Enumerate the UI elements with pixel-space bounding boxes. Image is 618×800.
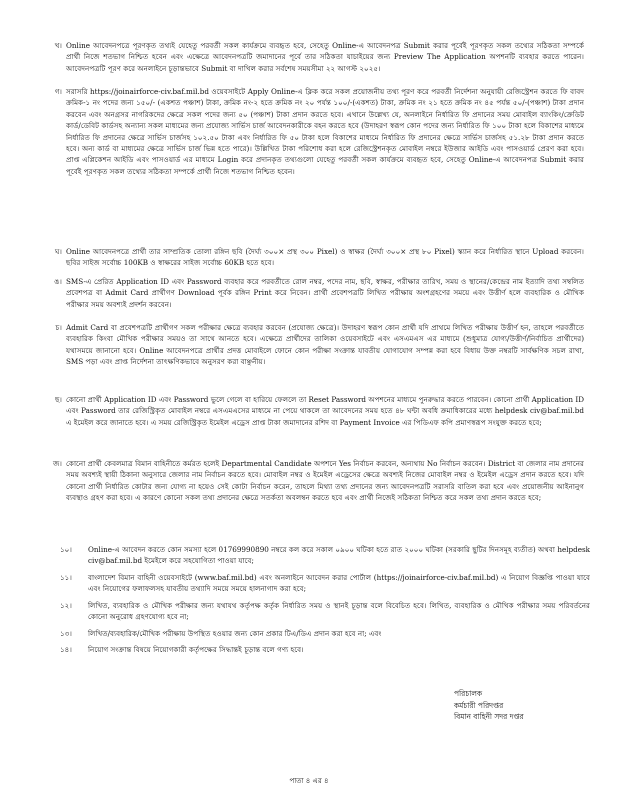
item-text: নিয়োগ সংক্রান্ত বিষয়ে নিয়োগকারী কর্তৃপক্ষের সিদ্ধান্তই চূড়ান্ত বলে গণ্য হবে। (88, 645, 304, 654)
clause-text: কোনো প্রার্থী কেবলমাত্র বিমান বাহিনীতে কর্মরত হলেই Departmental Candidate অপশনে Yes নির্বাচন করবেন, অন্যথায় No নির্বাচন করবেন। District বা জেলার নাম প্রদানের সময় অবশ্যই স্থায়ী ঠিকানা অনুসারে জেলার নাম নির্বাচন করতে হবে। মোবাইল নম্বর ও ইমেইল এড্রেসের ক্ষেত্রে অবশ্যই নিজের মোবাইল নম্বর ও ইমেইল এড্রেস প্রদান করতে হবে। যদি কোনো প্রার্থী নির্ধারিত কোটার জন্য যোগ্য না হয়েও সেই কোটা নির্বাচন করেন, তাহলে মিথ্যা তথ্য প্রদানের জন্য আবেদনপত্রটি সরাসরি বাতিল করা হবে এবং প্রয়োজনীয় আইনানুগ ব্যবস্থাও গ্রহণ করা হবে। এ কারণে কোনো সকল তথ্য প্রদানের ক্ষেত্রে সতর্কতা অবলম্বন করতে হবে এবং প্রার্থী নিজেই সঠিকতা নিশ্চিত করে সকল তথ্য প্রদান করতে হবে; (66, 459, 584, 503)
item-text: লিখিত/ব্যবহারিক/মৌখিক পরীক্ষায় উপস্থিত হওয়ার জন্য কোন প্রকার টিএ/ডিএ প্রদান করা হবে না; এবং (88, 629, 382, 638)
signature-block (454, 688, 524, 723)
item-number: ১৩। (60, 629, 72, 638)
signatory-title: পরিচালক (454, 689, 483, 698)
item-number: ১১। (60, 573, 72, 582)
clause-text: Online আবেদনপত্রে পূরণকৃত তথ্যই যেহেতু পরবর্তী সকল কার্যক্রমে ব্যবহৃত হবে, সেহেতু Online-এ আবেদনপত্র Submit করার পূর্বেই পূরণকৃত সকল তথ্যের সঠিকতা সম্পর্কে প্রার্থী নিজে শতভাগ নিশ্চিত হবেন এবং এক্ষেত্রে আবেদনপত্রটি জমাদানের পূর্বে তার সঠিকতা যাচাইয়ের জন্য Preview The Application অপশনটি ব্যবহার করতে পারেন। আবেদনপত্রটি পূরণ করে অনলাইনে চূড়ান্তভাবে Submit বা দাখিল করার সর্বশেষ সময়সীমা ২২ আগস্ট ২০২৫। (66, 41, 584, 73)
item-number: ১২। (60, 601, 72, 610)
item-number: ১০। (60, 545, 72, 554)
clause-text: কোনো প্রার্থী Application ID এবং Password ভুলে গেলে বা হারিয়ে ফেললে তা Reset Password অপশনের মাধ্যমে পুনরুদ্ধার করতে পারবেন। কোনো প্রার্থী Application ID এবং Password তার রেজিস্ট্রিকৃত মোবাইল নম্বরে এসএমএসের মাধ্যমে না পেয়ে থাকলে তা আবেদনের সময় হতে ৪৮ ঘন্টা অবধি ক্রমাধিকারের মধ্যে helpdesk civ@baf.mil.bd এ ইমেইল করে জানাতে হবে। এ সময় রেজিস্ট্রিকৃত ইমেইল এড্রেস প্রাপ্ত টাকা জমাদানের রশিদ বা Payment Invoice এর পিডিএফ কপি প্রমাণস্বরূপ সংযুক্ত করতে হবে; (66, 395, 584, 427)
clause-kha (54, 40, 584, 74)
clause-ga (54, 86, 584, 177)
item-text: বাংলাদেশ বিমান বাহিনী ওয়েবসাইটে (www.baf.mil.bd) এবং অনলাইনে আবেদন করার পোর্টাল (https://joinairforce-civ.baf.mil.bd) এ নিয়োগ বিজ্ঞপ্তি পাওয়া যাবে এবং নিয়োগের ফলাফলসহ যাবতীয় তথ্যাদি সময়ে সময়ে হালনাগাদ করা হবে; (88, 573, 590, 594)
signatory-office: বিমান বাহিনী সদর দপ্তর (454, 712, 524, 722)
clause-text: SMS-এ প্রেরিত Application ID এবং Password ব্যবহার করে পরবর্তীতে রোল নম্বর, পদের নাম, ছবি, স্বাক্ষর, পরীক্ষার তারিখ, সময় ও স্থানের/কেন্দ্রের নাম ইত্যাদি তথ্য সম্বলিত প্রবেশপত্র বা Admit Card প্রার্থীগণ Download পূর্বক রঙ্গিন Print করে নিবেন। প্রার্থী প্রবেশপত্রটি লিখিত পরীক্ষায় অংশগ্রহণের সময়ে এবং উত্তীর্ণ হলে ব্যবহারিক ও মৌখিক পরীক্ষার সময় অবশ্যই প্রদর্শন করবেন। (66, 277, 584, 309)
signatory-directorate: কর্মচারী পরিদপ্তর (454, 700, 504, 710)
clause-label: ঘ। (54, 247, 62, 256)
clause-label: জ। (52, 459, 62, 468)
item-number: ১৪। (60, 645, 72, 654)
clause-chha (55, 394, 584, 428)
clause-text: Online আবেদনপত্রে প্রার্থী তার সাম্প্রতিক তোলা রঙ্গিন ছবি (দৈর্ঘ্য ৩০০× প্রস্থ ৩০০ Pixel) ও স্বাক্ষর (দৈর্ঘ্য ৩০০× প্রস্থ ৮০ Pixel) স্ক্যান করে নির্ধারিত স্থানে Upload করবেন। ছবির সাইজ সর্বোচ্চ 100KB ও স্বাক্ষরের সাইজ সর্বোচ্চ 60KB হতে হবে। (66, 247, 584, 268)
clause-label: ঙ। (54, 277, 62, 286)
clause-label: গ। (54, 87, 62, 96)
numbered-item-11 (60, 572, 590, 595)
numbered-item-10 (60, 544, 590, 567)
clause-text: সরাসরি https://joinairforce-civ.baf.mil.bd ওয়েবসাইটে Apply Online-এ ক্লিক করে সকল প্রয়োজনীয় তথ্য পূরণ করে পরবর্তী নির্দেশনা অনুযায়ী রেজিস্ট্রেশন করতে ফি বাবদ ক্রমিক-১ নং পদের জন্য ১৫০/- (একশত পঞ্চাশ) টাকা, ক্রমিক নং-২ হতে ক্রমিক নং ২০ পর্যন্ত ১০০/-(একশত) টাকা, ক্রমিক নং ২১ হতে ক্রমিক নং ৪৫ পর্যন্ত ৫০/-(পঞ্চাশ) টাকা প্রদান করবেন এবং অনগ্রসর নাগরিকদের ক্ষেত্রে সকল পদের জন্য ৫০ (পঞ্চাশ) টাকা প্রদান করতে হবে। এখানে উল্লেখ্য যে, অনলাইনে নির্ধারিত ফি প্রদানের সময় মোবাইল ব্যাংকিং/ক্রেডিট কার্ড/ডেবিট কার্ডসহ অন্যান্য সকল মাধ্যমের জন্য প্রযোজ্য সার্ভিস চার্জ আবেদনকারীকে বহন করতে হবে (উদাহরণ স্বরূপ কোন পদের জন্য নির্ধারিত ফি ১০০ টাকা হলে বিকাশের মাধ্যমে নির্ধারিত ফি প্রদানের ক্ষেত্রে সার্ভিস চার্জসহ ১০২.৫০ টাকা এবং নির্ধারিত ফি ৫০ টাকা হলে বিকাশের মাধ্যমে নির্ধারিত ফি প্রদানের ক্ষেত্রে সার্ভিস চার্জসহ ৫১.২৮ টাকা প্রদান করতে হবে। অন্য কার্ড বা মাধ্যমের ক্ষেত্রে সার্ভিস চার্জ ভিন্ন হতে পারে)। উল্লিখিত টাকা পরিশোধ করা হলে রেজিস্ট্রেশনকৃত মোবাইল নম্বরে ইউজার আইডি এবং পাসওয়ার্ড প্রেরণ করা হবে। প্রাপ্ত এপ্লিকেশন আইডি এবং পাসওয়ার্ড এর মাধ্যমে Login করে প্রদানকৃত তথ্যগুলো যেহেতু পরবর্তী সকল কার্যক্রমে ব্যবহৃত হবে, সেহেতু Online-এ আবেদনপত্র Submit করার পূর্বেই পূরণকৃত সকল তথ্যের সঠিকতা সম্পর্কে প্রার্থী নিজে শতভাগ নিশ্চিত হবেন। (66, 87, 584, 176)
clause-label: চ। (55, 323, 62, 332)
clause-label: ছ। (55, 395, 62, 404)
item-text: Online-এ আবেদন করতে কোন সমস্যা হলে 01769990890 নম্বরে কল করে সকাল ০৯০০ ঘটিকা হতে রাত ২০০০ ঘটিকা (সরকারি ছুটির দিনসমূহ ব্যতীত) অথবা helpdesk civ@baf.mil.bd ইমেইলে করে সহযোগিতা পাওয়া যাবে; (88, 545, 590, 566)
item-text: লিখিত, ব্যবহারিক ও মৌখিক পরীক্ষার জন্য যথাযথ কর্তৃপক্ষ কর্তৃক নির্ধারিত সময় ও স্থানই চূড়ান্ত বলে বিবেচিত হবে। লিখিত, ব্যবহারিক ও মৌখিক পরীক্ষার সময় পরিবর্তনের কোনো অনুরোধ গ্রহণযোগ্য হবে না; (88, 601, 590, 622)
clause-text: Admit Card বা প্রবেশপত্রটি প্রার্থীগণ সকল পরীক্ষার ক্ষেত্রে ব্যবহার করবেন (প্রযোজ্য ক্ষেত্রে)। উদাহরণ স্বরূপ কোন প্রার্থী যদি প্রাথমে লিখিত পরীক্ষায় উত্তীর্ণ হন, তাহলে পরবর্তীতে ব্যবহারিক কিংবা মৌখিক পরীক্ষার সময়ও তা সাথে আনতে হবে। এক্ষেত্রে প্রার্থীদের তালিকা ওয়েবসাইটে এবং এসএমএস এর মাধ্যমে (শুধুমাত্র যোগ্য/উত্তীর্ণ/নির্বাচিত প্রার্থীদের) যথাসময়ে জানানো হবে। Online আবেদনপত্রে প্রার্থীর প্রদত্ত মোবাইলে ফোনে কোন পরীক্ষা সংক্রান্ত যাবতীয় যোগাযোগ সম্পন্ন করা হবে বিধায় উক্ত নম্বরটি সার্বক্ষণিক সচল রাখা, SMS পড়া এবং প্রাপ্ত নির্দেশনা তাৎক্ষণিকভাবে অনুসরণ করা বাঞ্ছনীয়। (66, 323, 584, 367)
page-number: পাতা ৪ এর ৪ (289, 777, 329, 785)
numbered-item-12 (60, 600, 590, 623)
clause-umo (54, 276, 584, 310)
numbered-item-13 (60, 628, 590, 639)
clause-ja (52, 458, 584, 504)
clause-cha (55, 322, 584, 368)
clause-label: খ। (54, 41, 62, 50)
clause-gha (54, 246, 584, 269)
numbered-item-14 (60, 644, 590, 655)
